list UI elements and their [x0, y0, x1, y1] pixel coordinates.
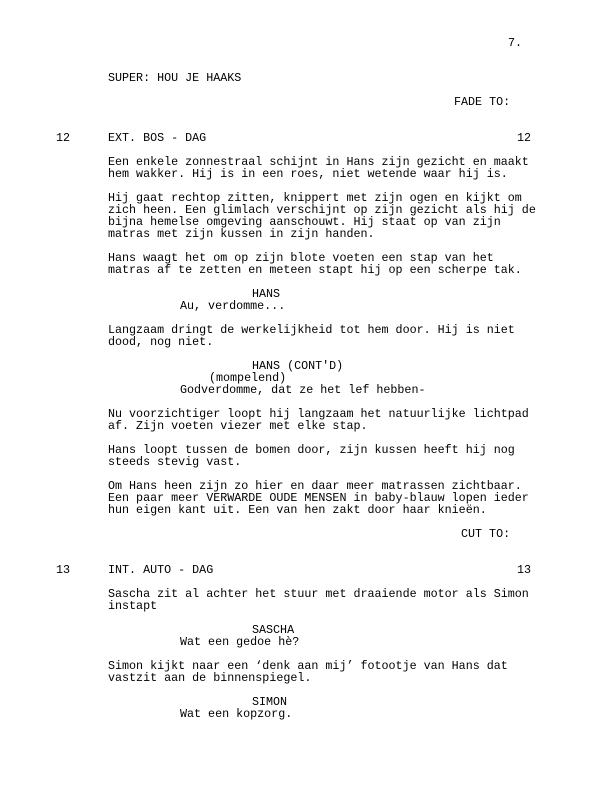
- character-name: SASCHA: [252, 623, 295, 637]
- parenthetical: (mompelend): [209, 371, 287, 385]
- character-name: HANS: [252, 287, 281, 301]
- action-line: Een paar meer VERWARDE OUDE MENSEN in baby-blauw lopen ieder: [108, 491, 529, 505]
- scene-heading: EXT. BOS - DAG: [108, 131, 207, 145]
- action-line: matras af te zetten en meteen stapt hij op een scherpe tak.: [108, 263, 522, 277]
- action-line: Hij gaat rechtop zitten, knippert met zijn ogen en kijkt om: [108, 191, 522, 205]
- dialogue-line: Wat een gedoe hè?: [180, 635, 300, 649]
- action-line: hem wakker. Hij is in een roes, niet wetende waar hij is.: [108, 167, 508, 181]
- dialogue-line: Godverdomme, dat ze het lef hebben-: [180, 383, 426, 397]
- action-line: matras met zijn kussen in zijn handen.: [108, 227, 375, 241]
- action-line: dood, nog niet.: [108, 335, 214, 349]
- super-title: SUPER: HOU JE HAAKS: [108, 71, 242, 85]
- page-number: 7.: [508, 36, 523, 50]
- character-name: HANS (CONT'D): [252, 359, 344, 373]
- dialogue-line: Au, verdomme...: [180, 299, 286, 313]
- action-line: Sascha zit al achter het stuur met draaiende motor als Simon: [108, 587, 529, 601]
- action-line: zich heen. Een glimlach verschijnt op zijn gezicht als hij de: [108, 203, 536, 217]
- action-line: bijna hemelse omgeving aanschouwt. Hij staat op van zijn: [108, 215, 501, 229]
- character-name: SIMON: [252, 695, 288, 709]
- action-line: Simon kijkt naar een ‘denk aan mij’ fotootje van Hans dat: [108, 659, 508, 673]
- action-line: steeds stevig vast.: [108, 455, 242, 469]
- action-line: hun eigen kant uit. Een van hen zakt door haar knieën.: [108, 503, 487, 517]
- scene-number-right: 12: [517, 131, 532, 145]
- scene-number-left: 13: [56, 563, 71, 577]
- action-line: Een enkele zonnestraal schijnt in Hans zijn gezicht en maakt: [108, 155, 529, 169]
- action-line: af. Zijn voeten viezer met elke stap.: [108, 419, 368, 433]
- action-line: Hans loopt tussen de bomen door, zijn kussen heeft hij nog: [108, 443, 515, 457]
- transition-cut-to: CUT TO:: [461, 527, 511, 541]
- action-line: instapt: [108, 599, 158, 613]
- scene-number-left: 12: [56, 131, 71, 145]
- scene-number-right: 13: [517, 563, 532, 577]
- action-line: Langzaam dringt de werkelijkheid tot hem door. Hij is niet: [108, 323, 515, 337]
- action-line: Om Hans heen zijn zo hier en daar meer matrassen zichtbaar.: [108, 479, 522, 493]
- action-line: Nu voorzichtiger loopt hij langzaam het natuurlijke lichtpad: [108, 407, 529, 421]
- scene-heading: INT. AUTO - DAG: [108, 563, 214, 577]
- dialogue-line: Wat een kopzorg.: [180, 707, 293, 721]
- action-line: Hans waagt het om op zijn blote voeten een stap van het: [108, 251, 494, 265]
- transition-fade-to: FADE TO:: [454, 95, 511, 109]
- action-line: vastzit aan de binnenspiegel.: [108, 671, 312, 685]
